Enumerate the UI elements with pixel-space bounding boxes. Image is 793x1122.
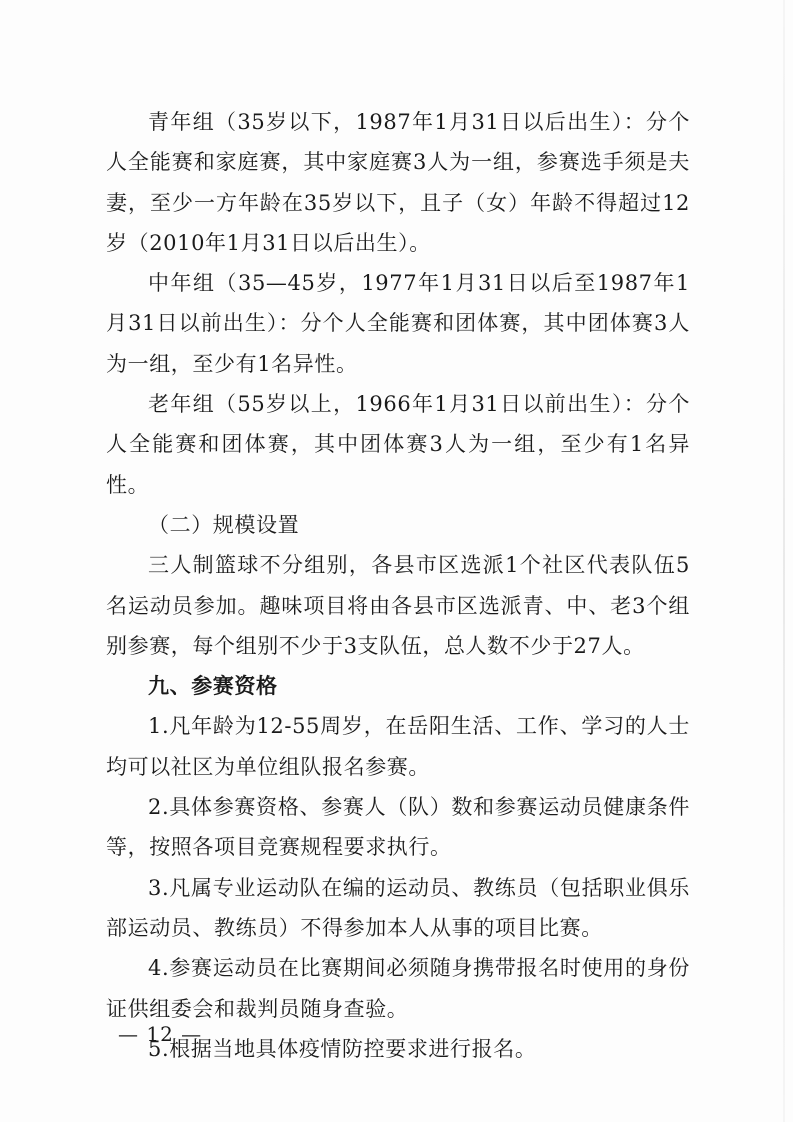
paragraph-eligibility-1: 1.凡年龄为12-55周岁，在岳阳生活、工作、学习的人士均可以社区为单位组队报名参赛。 (106, 714, 690, 779)
subheading-scale-setting: （二）规模设置 (148, 512, 300, 537)
scan-edge (783, 0, 785, 1122)
paragraph-youth-group: 青年组（35岁以下，1987年1月31日以后出生）：分个人全能赛和家庭赛，其中家庭赛3人为一组，参赛选手须是夫妻，至少一方年龄在35岁以下，且子（女）年龄不得超过12岁（2010年1月31日以后出生）。 (106, 110, 690, 255)
document-body (106, 102, 690, 1069)
paragraph-eligibility-2: 2.具体参赛资格、参赛人（队）数和参赛运动员健康条件等，按照各项目竞赛规程要求执行。 (106, 795, 690, 860)
paragraph-eligibility-3: 3.凡属专业运动队在编的运动员、教练员（包括职业俱乐部运动员、教练员）不得参加本人从事的项目比赛。 (106, 875, 690, 940)
page-number: — 12 — (118, 1022, 203, 1046)
paragraph-middle-age-group: 中年组（35—45岁，1977年1月31日以后至1987年1月31日以前出生）：分个人全能赛和团体赛，其中团体赛3人为一组，至少有1名异性。 (106, 271, 690, 376)
paragraph-scale-setting: 三人制篮球不分组别，各县市区选派1个社区代表队伍5名运动员参加。趣味项目将由各县市区选派青、中、老3个组别参赛，每个组别不少于3支队伍，总人数不少于27人。 (106, 553, 690, 658)
section-heading-eligibility: 九、参赛资格 (148, 674, 278, 699)
paragraph-eligibility-4: 4.参赛运动员在比赛期间必须随身携带报名时使用的身份证供组委会和裁判员随身查验。 (106, 956, 690, 1021)
paragraph-senior-group: 老年组（55岁以上，1966年1月31日以前出生）：分个人全能赛和团体赛，其中团体赛3人为一组，至少有1名异性。 (106, 392, 690, 497)
paragraph-eligibility-5: 5.根据当地具体疫情防控要求进行报名。 (148, 1036, 537, 1061)
